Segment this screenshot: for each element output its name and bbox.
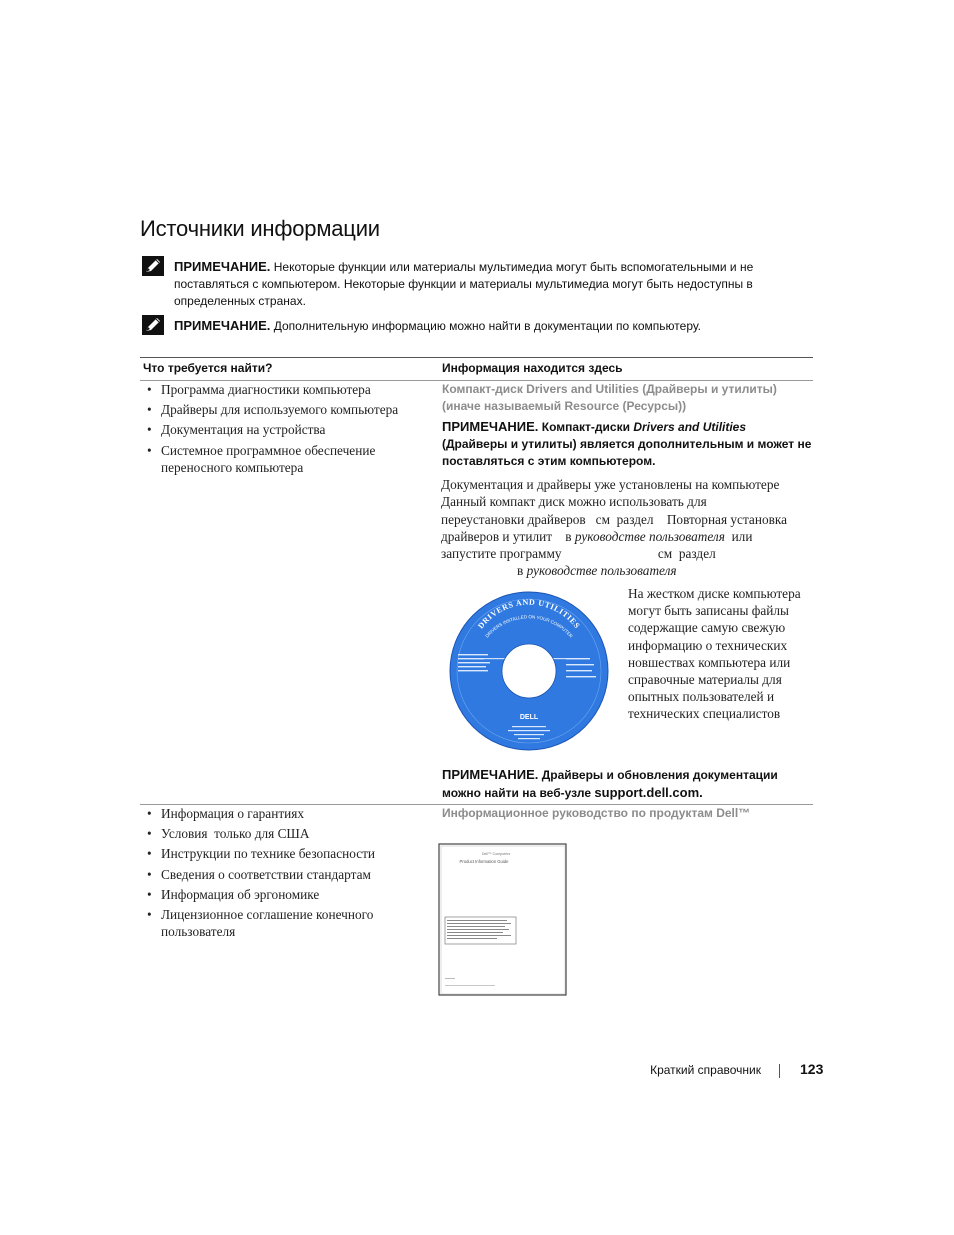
product-guide-booklet-image xyxy=(438,843,568,997)
list-item: • Сведения о соответствии стандартам xyxy=(141,866,411,884)
row2-list xyxy=(141,805,411,944)
footer-section-label: Краткий справочник xyxy=(650,1063,761,1077)
note-2-text: Дополнительную информацию можно найти в документации по компьютеру. xyxy=(273,319,701,333)
cd-web-note xyxy=(442,766,814,802)
cd-section-title: Компакт-диск Drivers and Utilities (Драйверы и утилиты) (иначе называемый Resource (Ресурсы)) xyxy=(442,382,777,413)
cd-web-note-text: Драйверы и обновления документации можно найти на веб-узле xyxy=(442,768,778,800)
cd-para-text: драйверов и утилит в xyxy=(441,528,572,544)
cd-para-text: или xyxy=(724,528,753,544)
cd-note xyxy=(442,418,814,470)
product-guide-title: Информационное руководство по продуктам Dell™ xyxy=(442,806,751,820)
cd-para-line: запустите программу см раздел xyxy=(441,546,716,562)
pencil-note-icon xyxy=(142,315,164,335)
cd-arc-subtitle: DRIVERS INSTALLED ON YOUR COMPUTER xyxy=(484,614,574,639)
cd-para-text: в xyxy=(517,563,524,579)
cd-note-label: ПРИМЕЧАНИЕ. xyxy=(442,419,539,434)
cd-brand-logo: DELL xyxy=(519,714,539,721)
cd-arc-title: DRIVERS AND UTILITIES xyxy=(476,597,582,631)
cd-para-line xyxy=(441,528,813,545)
cd-web-note-label: ПРИМЕЧАНИЕ. xyxy=(442,767,539,782)
footer-separator xyxy=(779,1064,780,1078)
drivers-cd-image xyxy=(448,590,610,752)
cd-paragraph xyxy=(441,476,813,580)
cd-note-pre: Компакт-диски xyxy=(541,420,630,434)
cd-para-line: Данный компакт диск можно использовать для xyxy=(441,494,707,510)
list-item: • Документация на устройства xyxy=(141,421,411,439)
booklet-brand: Dell™ Computers xyxy=(481,852,511,856)
row1-list xyxy=(141,381,411,479)
cd-note-em: Drivers and Utilities xyxy=(633,420,747,434)
table-header-col2: Информация находится здесь xyxy=(442,361,623,375)
note-2-label: ПРИМЕЧАНИЕ. xyxy=(174,318,271,333)
note-1 xyxy=(174,258,794,310)
list-item: • Информация об эргономике xyxy=(141,886,411,904)
list-item: • Условия только для США xyxy=(141,825,411,843)
cd-description: На жестком диске компьютера могут быть записаны файлы содержащие самую свежую информацию о технических новшествах компьютера или справочные материалы для опытных пользователей и технических специалистов xyxy=(628,586,801,722)
page-title: Источники информации xyxy=(140,216,380,241)
list-item: • Системное программное обеспечение переносного компьютера xyxy=(141,442,411,477)
list-item: • Драйверы для используемого компьютера xyxy=(141,401,411,419)
list-item: • Инструкции по технике безопасности xyxy=(141,845,411,863)
table-top-rule xyxy=(140,357,813,358)
support-link[interactable]: support.dell.com. xyxy=(594,785,703,800)
cd-para-line: Документация и драйверы уже установлены на компьютере xyxy=(441,477,780,492)
pencil-note-icon xyxy=(142,256,164,276)
page-number: 123 xyxy=(800,1061,824,1077)
note-1-label: ПРИМЕЧАНИЕ. xyxy=(174,259,271,274)
cd-note-post: (Драйверы и утилиты) является дополнительным и может не поставляться с этим компьютером. xyxy=(442,437,812,468)
cd-para-line: переустановки драйверов см раздел Повторная установка xyxy=(441,511,788,527)
cd-para-emphasis: руководстве пользователя xyxy=(574,528,725,544)
list-item: • Лицензионное соглашение конечного пользователя xyxy=(141,906,411,941)
note-2 xyxy=(174,317,794,335)
list-item: • Информация о гарантиях xyxy=(141,805,411,823)
cd-para-line xyxy=(441,562,813,579)
cd-para-emphasis: руководстве пользователя xyxy=(526,563,677,579)
booklet-title: Product Information Guide xyxy=(459,859,509,864)
table-header-col1: Что требуется найти? xyxy=(143,361,273,375)
list-item: • Программа диагностики компьютера xyxy=(141,381,411,399)
note-1-text: Некоторые функции или материалы мультимедиа могут быть вспомогательными и не поставляться с компьютером. Некоторые функции и материалы мультимедиа могут быть недоступны в определенных странах. xyxy=(174,260,754,308)
